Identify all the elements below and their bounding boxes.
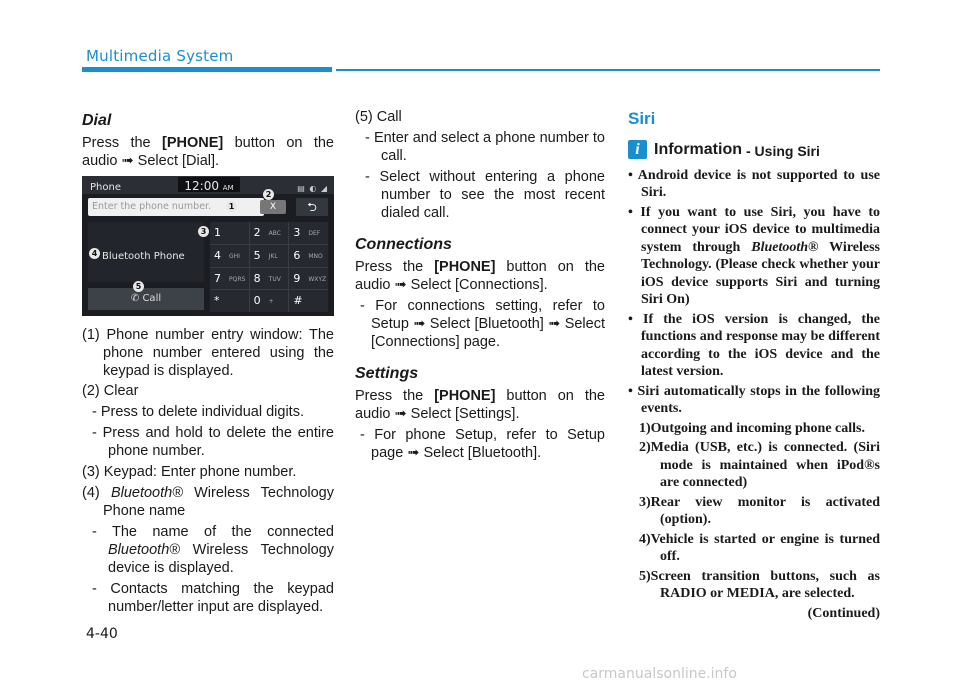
siri-bullet-2: • If you want to use Siri, you have to connect your iOS device to multimedia system through Bluetooth® Wireless Technology. (Please check whether your iOS device supports Siri and turning Siri On) [628, 204, 880, 307]
back-button[interactable]: ⮌ [296, 198, 328, 216]
keypad-key[interactable] [210, 268, 249, 290]
connections-note: - For connections setting, refer to Setup ➟ Select [Bluetooth] ➟ Select [Connections] page. [360, 298, 605, 350]
keypad-letters: ABC [268, 230, 281, 237]
keypad-key[interactable] [250, 290, 289, 312]
keypad-digit: 0 [253, 294, 261, 308]
siri-event-5: 5)Screen transition buttons, such as RADIO or MEDIA, are selected. [639, 568, 880, 601]
page-number: 4-40 [86, 626, 118, 642]
keypad-key[interactable] [289, 268, 328, 290]
siri-event-2: 2)Media (USB, etc.) is connected. (Siri mode is maintained when iPod®s are connected) [639, 440, 880, 490]
keypad-key[interactable] [289, 222, 328, 244]
item-4: (4) Bluetooth® Wireless Technology Phone name [82, 485, 334, 519]
column-call-connections-settings [355, 108, 605, 464]
marker-2: 2 [263, 189, 274, 200]
settings-intro: Press the [PHONE] button on the audio ➟ Select [Settings]. [355, 388, 606, 422]
phone-number-input[interactable]: Enter the phone number. [88, 198, 264, 216]
item-2a: - Press to delete individual digits. [92, 404, 304, 420]
keypad-digit: * [214, 294, 220, 308]
keypad-key[interactable] [289, 290, 328, 312]
keypad-key[interactable] [210, 290, 249, 312]
information-title: Information [654, 141, 742, 158]
keypad-digit: 5 [253, 248, 261, 262]
status-icons: ▤ ◐ ◢ [297, 184, 328, 193]
call-button[interactable]: ✆ Call [88, 288, 204, 310]
column-dial [82, 108, 334, 618]
keypad-key[interactable] [250, 245, 289, 267]
header-title: Multimedia System [86, 47, 234, 65]
item-5b: - Select without entering a phone number to see the most recent dialed call. [365, 169, 605, 221]
keypad [210, 222, 328, 312]
keypad-digit: 9 [293, 271, 301, 285]
siri-bullet-1: • Android device is not supported to use Siri. [628, 167, 880, 200]
item-5a: - Enter and select a phone number to call. [365, 130, 605, 164]
header-bar-left [82, 67, 332, 72]
bluetooth-phone-name: Bluetooth Phone [102, 251, 185, 262]
continued-label: (Continued) [807, 605, 880, 621]
marker-1: 1 [226, 201, 237, 212]
information-box-title [628, 140, 880, 159]
item-5: (5) Call [355, 109, 402, 125]
item-1: (1) Phone number entry window: The phone number entered using the keypad is displayed. [82, 327, 334, 379]
keypad-key[interactable] [289, 245, 328, 267]
keypad-key[interactable] [250, 222, 289, 244]
item-3: (3) Keypad: Enter phone number. [82, 464, 297, 480]
phone-dial-screenshot [82, 176, 334, 316]
siri-bullet-3: • If the iOS version is changed, the functions and response may be different according to the iOS device and the latest version. [628, 311, 880, 379]
item-4b: - Contacts matching the keypad number/letter input are displayed. [92, 581, 334, 615]
connections-heading: Connections [355, 236, 452, 253]
keypad-digit: # [293, 294, 303, 308]
keypad-digit: 8 [253, 271, 261, 285]
siri-event-1: 1)Outgoing and incoming phone calls. [639, 420, 865, 436]
item-2b: - Press and hold to delete the entire phone number. [92, 425, 334, 459]
marker-4: 4 [89, 248, 100, 259]
siri-bullet-4: • Siri automatically stops in the following events. [628, 383, 880, 416]
item-4a: - The name of the connected Bluetooth® Wireless Technology device is displayed. [92, 524, 334, 576]
keypad-letters: TUV [268, 275, 281, 283]
settings-note: - For phone Setup, refer to Setup page ➟ Select [Bluetooth]. [360, 427, 605, 461]
keypad-letters: PQRS [229, 275, 246, 283]
screen-clock: 12:00 AM [178, 177, 240, 192]
column-siri [628, 108, 880, 622]
keypad-digit: 1 [214, 226, 221, 239]
screen-title: Phone [90, 182, 121, 193]
keypad-letters: DEF [308, 230, 321, 237]
information-subtitle: - Using Siri [746, 143, 820, 159]
keypad-digit: 4 [214, 248, 221, 262]
dial-heading: Dial [82, 112, 112, 129]
connections-intro: Press the [PHONE] button on the audio ➟ Select [Connections]. [355, 259, 606, 293]
keypad-key[interactable] [210, 245, 249, 267]
keypad-letters: GHI [229, 252, 240, 260]
phone-icon: ✆ [130, 293, 140, 304]
keypad-key[interactable] [250, 268, 289, 290]
siri-heading: Siri [628, 109, 656, 128]
keypad-digit: 2 [253, 226, 261, 239]
keypad-letters: JKL [268, 252, 278, 260]
header-bar-right [336, 69, 880, 71]
keypad-digit: 3 [293, 226, 301, 239]
keypad-digit: 7 [214, 271, 221, 285]
settings-heading: Settings [355, 365, 419, 382]
siri-event-4: 4)Vehicle is started or engine is turned off. [639, 531, 880, 564]
siri-event-3: 3)Rear view monitor is activated (option). [639, 494, 880, 527]
keypad-key[interactable] [210, 222, 249, 244]
marker-3: 3 [198, 226, 209, 237]
info-icon: i [628, 140, 647, 159]
keypad-digit: 6 [293, 248, 301, 262]
clear-button[interactable]: X [260, 200, 286, 214]
keypad-letters: MNO [308, 252, 323, 260]
keypad-letters: + [268, 298, 274, 306]
keypad-letters: WXYZ [308, 275, 327, 283]
dial-intro: Press the [PHONE] button on the audio ➟ Select [Dial]. [82, 135, 334, 169]
marker-5: 5 [133, 281, 144, 292]
watermark: carmanualsonline.info [582, 666, 737, 682]
item-2: (2) Clear [82, 383, 139, 399]
